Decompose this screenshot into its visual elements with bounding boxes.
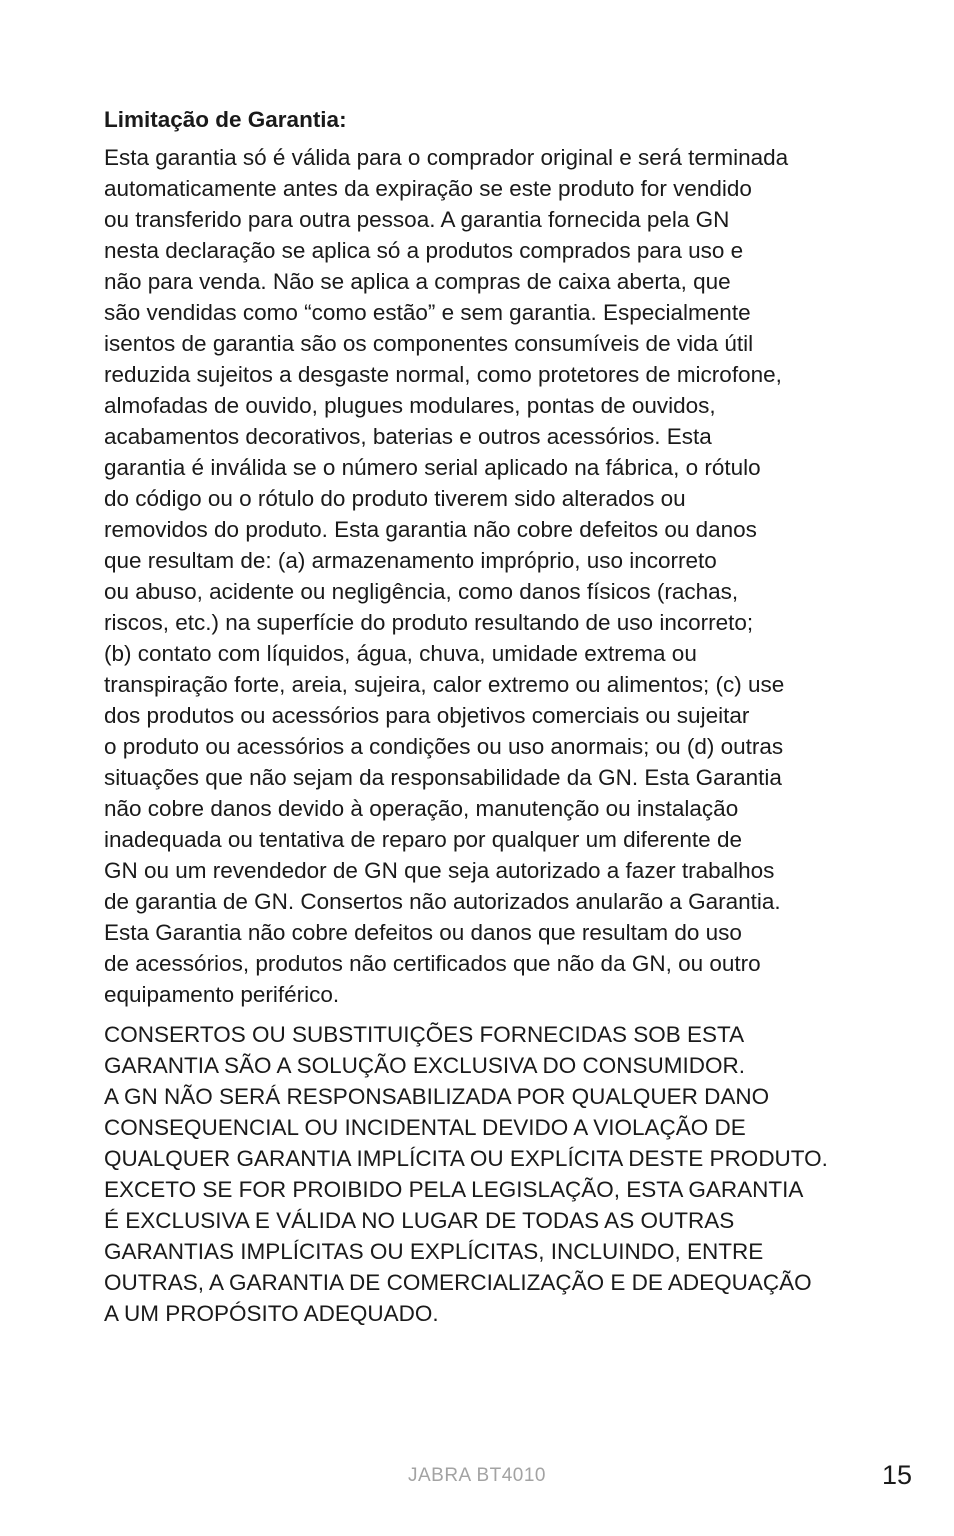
text-line: não para venda. Não se aplica a compras de caixa aberta, que [104,269,731,294]
text-line: CONSEQUENCIAL OU INCIDENTAL DEVIDO A VIOLAÇÃO DE [104,1115,746,1140]
text-line: inadequada ou tentativa de reparo por qualquer um diferente de [104,827,742,852]
text-line: garantia é inválida se o número serial aplicado na fábrica, o rótulo [104,455,761,480]
text-line: Esta garantia só é válida para o comprador original e será terminada [104,145,789,170]
warranty-limitation-paragraph [104,142,864,1010]
text-line: A GN NÃO SERÁ RESPONSABILIZADA POR QUALQUER DANO [104,1084,770,1109]
exclusive-remedy-paragraph [104,1019,864,1329]
text-line: transpiração forte, areia, sujeira, calor extremo ou alimentos; (c) use [104,672,785,697]
text-line: dos produtos ou acessórios para objetivos comerciais ou sujeitar [104,703,750,728]
text-line: automaticamente antes da expiração se este produto for vendido [104,176,752,201]
text-line: CONSERTOS OU SUBSTITUIÇÕES FORNECIDAS SOB ESTA [104,1022,745,1047]
footer-product-name: JABRA BT4010 [407,1465,547,1486]
text-line: GN ou um revendedor de GN que seja autorizado a fazer trabalhos [104,858,775,883]
section-heading: Limitação de Garantia: [104,107,347,132]
text-line: ou abuso, acidente ou negligência, como danos físicos (rachas, [104,579,739,604]
text-line: (b) contato com líquidos, água, chuva, umidade extrema ou [104,641,697,666]
text-line: de acessórios, produtos não certificados que não da GN, ou outro [104,951,761,976]
text-line: removidos do produto. Esta garantia não cobre defeitos ou danos [104,517,757,542]
text-line: o produto ou acessórios a condições ou uso anormais; ou (d) outras [104,734,784,759]
text-line: QUALQUER GARANTIA IMPLÍCITA OU EXPLÍCITA DESTE PRODUTO. [104,1146,828,1171]
text-line: são vendidas como “como estão” e sem garantia. Especialmente [104,300,751,325]
text-line: isentos de garantia são os componentes consumíveis de vida útil [104,331,754,356]
text-line: não cobre danos devido à operação, manutenção ou instalação [104,796,739,821]
text-line: que resultam de: (a) armazenamento impróprio, uso incorreto [104,548,717,573]
text-line: de garantia de GN. Consertos não autorizados anularão a Garantia. [104,889,781,914]
text-line: acabamentos decorativos, baterias e outros acessórios. Esta [104,424,712,449]
text-line: ou transferido para outra pessoa. A garantia fornecida pela GN [104,207,730,232]
text-line: situações que não sejam da responsabilidade da GN. Esta Garantia [104,765,782,790]
text-line: nesta declaração se aplica só a produtos comprados para uso e [104,238,744,263]
text-line: GARANTIA SÃO A SOLUÇÃO EXCLUSIVA DO CONSUMIDOR. [104,1053,745,1078]
text-line: É EXCLUSIVA E VÁLIDA NO LUGAR DE TODAS AS OUTRAS [104,1208,735,1233]
text-line: A UM PROPÓSITO ADEQUADO. [104,1301,439,1326]
page-number: 15 [881,1460,912,1490]
text-line: equipamento periférico. [104,982,340,1007]
text-line: reduzida sujeitos a desgaste normal, como protetores de microfone, [104,362,782,387]
text-line: OUTRAS, A GARANTIA DE COMERCIALIZAÇÃO E DE ADEQUAÇÃO [104,1270,812,1295]
page-content [104,104,864,1329]
text-line: riscos, etc.) na superfície do produto resultando de uso incorreto; [104,610,754,635]
text-line: Esta Garantia não cobre defeitos ou danos que resultam do uso [104,920,742,945]
text-line: GARANTIAS IMPLÍCITAS OU EXPLÍCITAS, INCLUINDO, ENTRE [104,1239,764,1264]
text-line: EXCETO SE FOR PROIBIDO PELA LEGISLAÇÃO, ESTA GARANTIA [104,1177,804,1202]
text-line: almofadas de ouvido, plugues modulares, pontas de ouvidos, [104,393,716,418]
text-line: do código ou o rótulo do produto tiverem sido alterados ou [104,486,686,511]
